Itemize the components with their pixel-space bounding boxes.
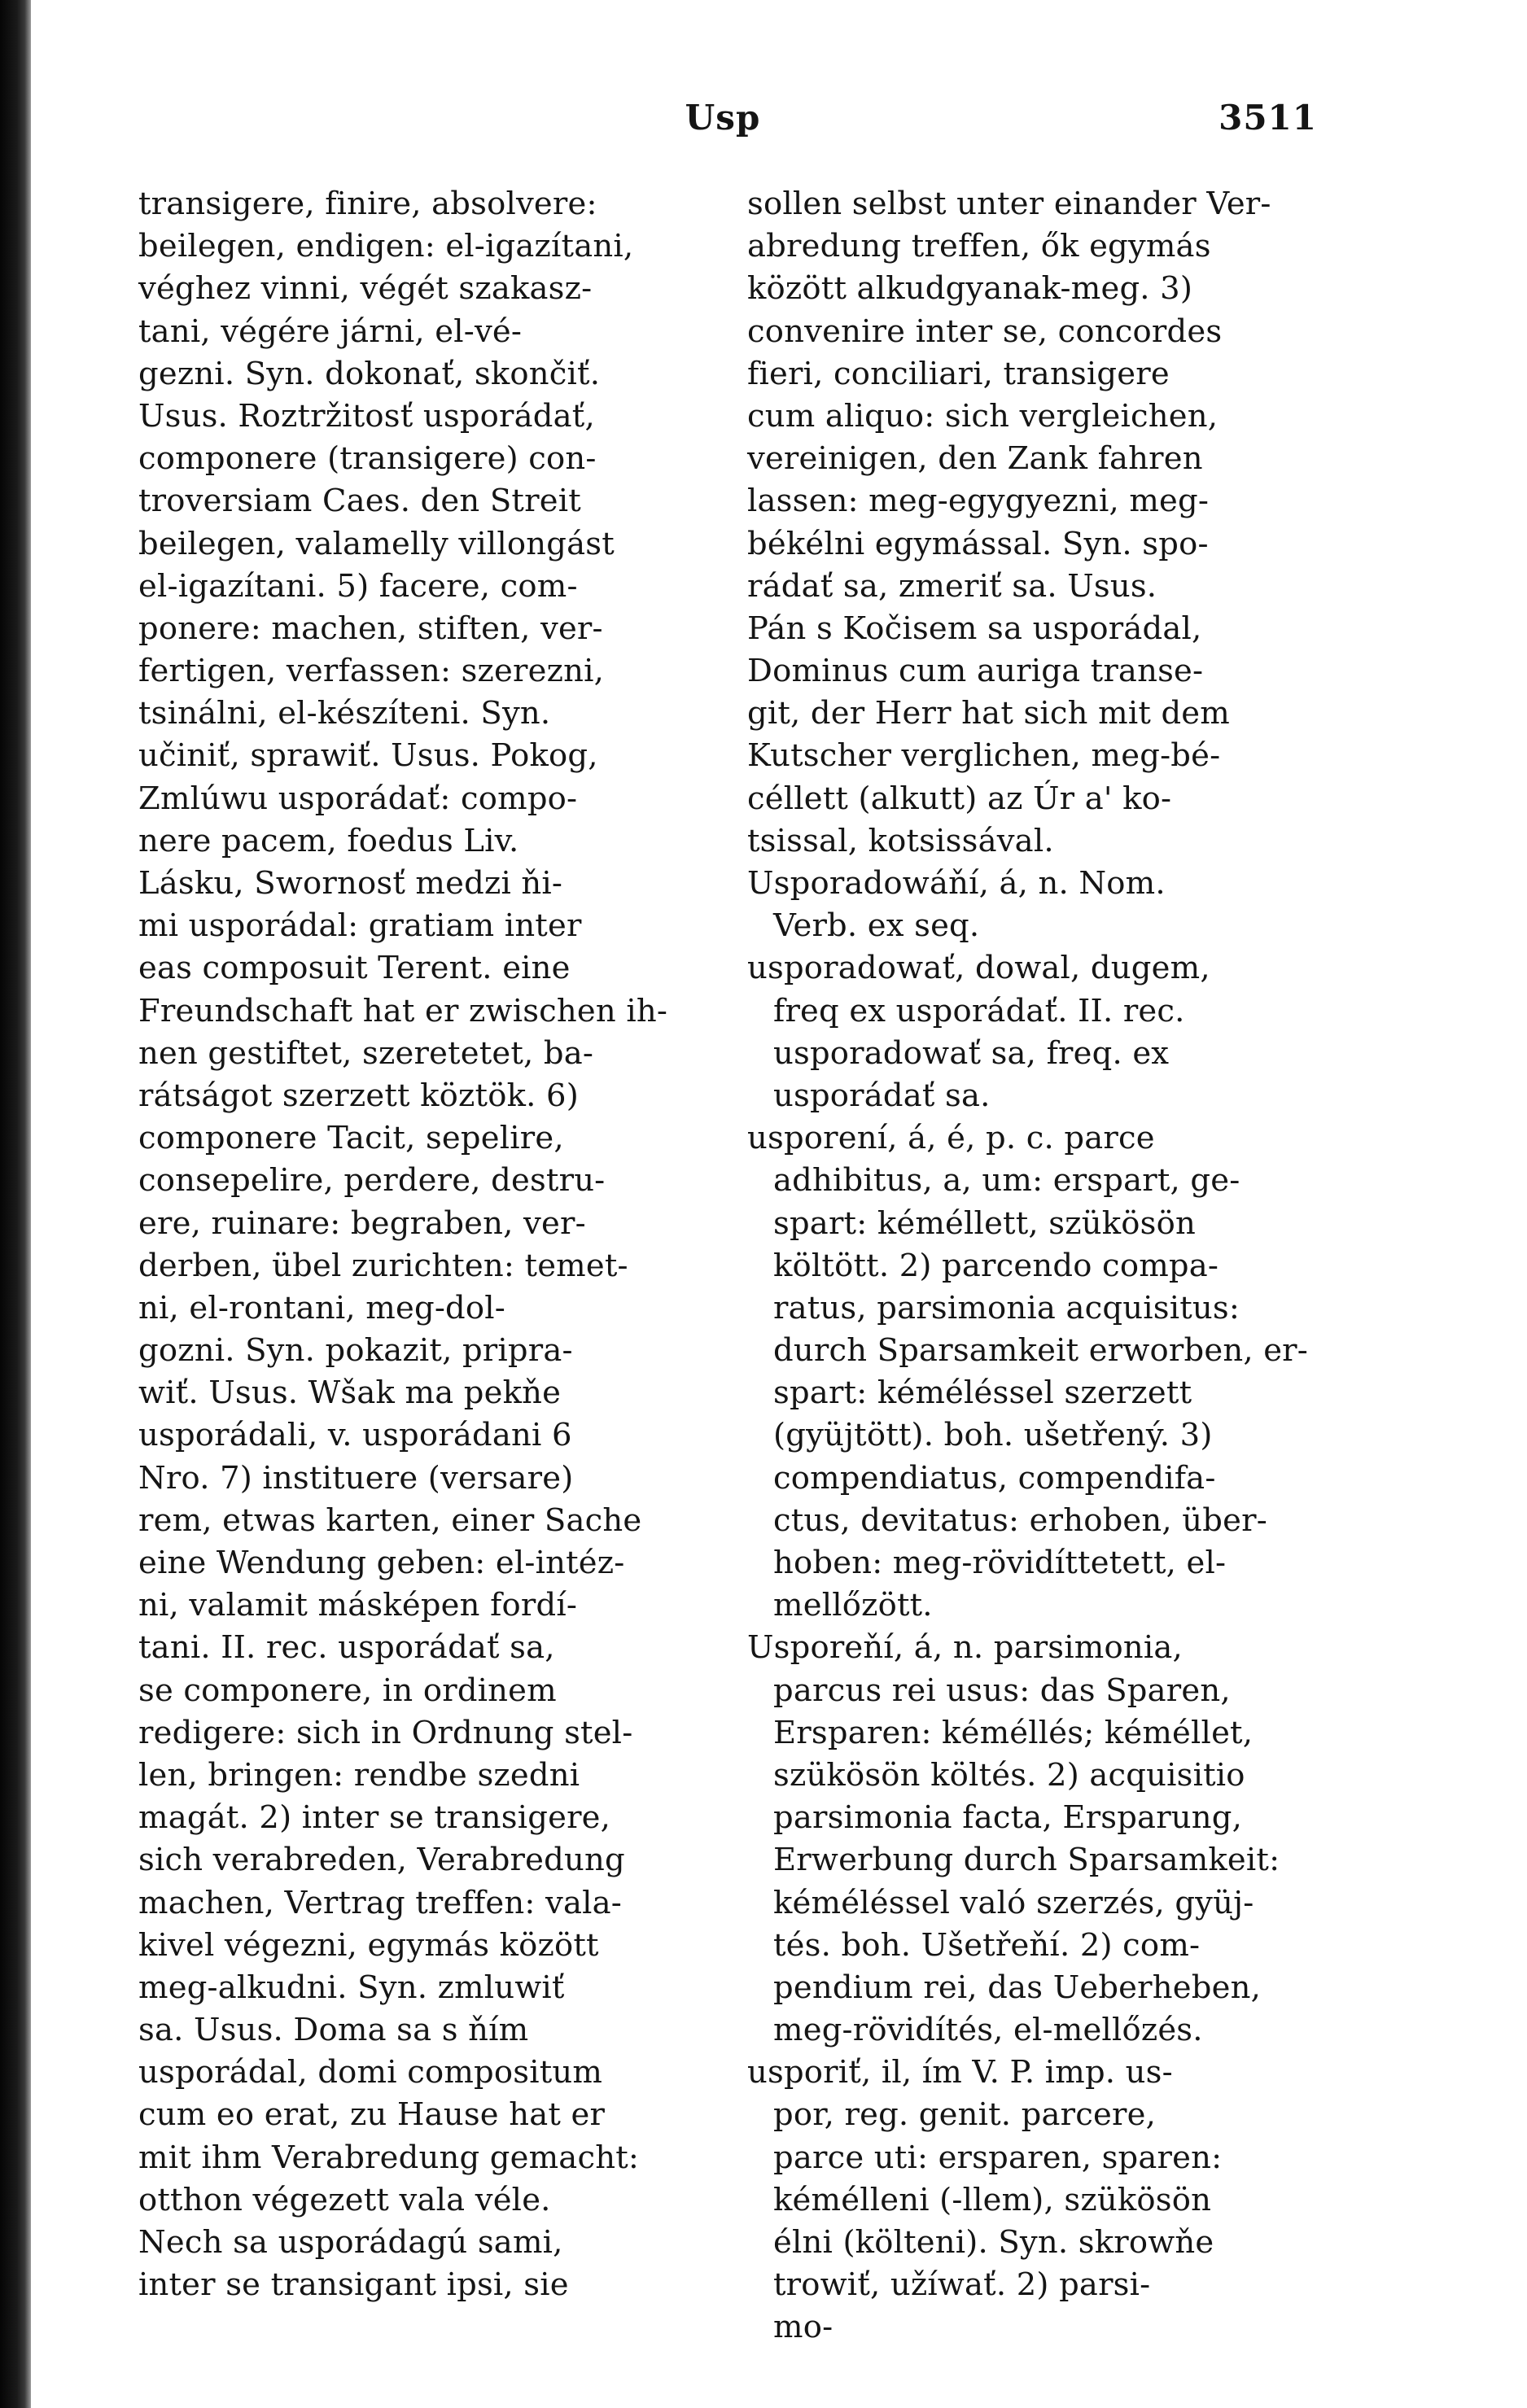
text-line: Ersparen: kéméllés; kéméllet, <box>773 1714 1254 1751</box>
text-line: tsinálni, el-készíteni. Syn. <box>138 695 551 732</box>
text-line: Erwerbung durch Sparsamkeit: <box>773 1842 1280 1879</box>
text-line: Nech sa usporádagú sami, <box>138 2224 563 2261</box>
text-line: Lásku, Swornosť medzi ňi- <box>138 865 563 902</box>
text-line: tsissal, kotsissával. <box>747 822 1054 859</box>
text-line: usporadowať sa, freq. ex <box>773 1034 1170 1072</box>
text-line: beilegen, valamelly villongást <box>138 525 615 562</box>
text-line: költött. 2) parcendo compa- <box>773 1247 1219 1284</box>
text-line: szükösön költés. 2) acquisitio <box>773 1756 1245 1794</box>
text-line: fieri, conciliari, transigere <box>747 355 1170 392</box>
text-line: componere Tacit, sepelire, <box>138 1120 564 1157</box>
text-line: se componere, in ordinem <box>138 1672 557 1709</box>
text-line: otthon végezett vala véle. <box>138 2181 551 2218</box>
text-line: ratus, parsimonia acquisitus: <box>773 1289 1240 1326</box>
text-line: trowiť, užíwať. 2) parsi- <box>773 2266 1151 2304</box>
text-line: ctus, devitatus: erhoben, über- <box>773 1501 1267 1539</box>
text-line: durch Sparsamkeit erworben, er- <box>773 1332 1308 1370</box>
text-line: magát. 2) inter se transigere, <box>138 1799 611 1837</box>
text-line: rádať sa, zmeriť sa. Usus. <box>747 567 1157 605</box>
text-line: ponere: machen, stiften, ver- <box>138 610 603 647</box>
text-line: vereinigen, den Zank fahren <box>747 440 1203 478</box>
text-line: Dominus cum auriga transe- <box>747 653 1204 690</box>
text-line: sa. Usus. Doma sa s ňím <box>138 2012 529 2049</box>
text-line: wiť. Usus. Wšak ma pekňe <box>138 1374 562 1412</box>
text-line: adhibitus, a, um: erspart, ge- <box>773 1162 1240 1200</box>
text-line: sollen selbst unter einander Ver- <box>747 186 1271 222</box>
text-line: gezni. Syn. dokonať, skončiť. <box>138 355 601 392</box>
text-line: rátságot szerzett köztök. 6) <box>138 1077 579 1114</box>
text-line: gozni. Syn. pokazit, pripra- <box>138 1332 573 1370</box>
text-line: Zmlúwu usporádať: compo- <box>138 780 578 817</box>
text-line: Nro. 7) instituere (versare) <box>138 1459 574 1497</box>
text-line: componere (transigere) con- <box>138 440 597 478</box>
text-line: Usporeňí, á, n. parsimonia, <box>747 1629 1183 1667</box>
text-line: convenire inter se, concordes <box>747 312 1223 350</box>
text-line: ere, ruinare: begraben, ver- <box>138 1204 586 1242</box>
text-line: consepelire, perdere, destru- <box>138 1162 606 1200</box>
right-column <box>747 183 1317 2349</box>
text-line: redigere: sich in Ordnung stel- <box>138 1714 633 1751</box>
text-line: tani, végére járni, el-vé- <box>138 312 523 350</box>
text-line: között alkudgyanak-meg. 3) <box>747 270 1193 308</box>
text-line: usporení, á, é, p. c. parce <box>747 1120 1155 1157</box>
text-line: pendium rei, das Ueberheben, <box>773 1969 1262 2006</box>
text-line: abredung treffen, ők egymás <box>747 228 1211 265</box>
text-line: len, bringen: rendbe szedni <box>138 1756 580 1794</box>
text-line: beilegen, endigen: el-igazítani, <box>138 228 634 265</box>
text-line: kivel végezni, egymás között <box>138 1926 599 1964</box>
text-line: kémélleni (-llem), szükösön <box>773 2181 1212 2218</box>
text-line: mellőzött. <box>773 1587 933 1624</box>
text-line: machen, Vertrag treffen: vala- <box>138 1884 622 1921</box>
text-line: transigere, finire, absolvere: <box>138 186 597 222</box>
text-line: eine Wendung geben: el-intéz- <box>138 1545 625 1581</box>
text-line: ni, el-rontani, meg-dol- <box>138 1289 505 1326</box>
text-line: por, reg. genit. parcere, <box>773 2096 1157 2134</box>
page-number: 3511 <box>1219 98 1317 138</box>
text-line: hoben: meg-rövidíttetett, el- <box>773 1545 1227 1581</box>
text-line: troversiam Caes. den Streit <box>138 483 581 520</box>
text-line: parcus rei usus: das Sparen, <box>773 1672 1231 1709</box>
text-line: derben, übel zurichten: temet- <box>138 1247 628 1284</box>
text-line: cum aliquo: sich vergleichen, <box>747 397 1219 435</box>
dictionary-page <box>31 0 1527 2408</box>
text-line: Usus. Roztržitosť usporádať, <box>138 397 595 435</box>
running-head-word: Usp <box>685 98 761 138</box>
text-line: usporádať sa. <box>773 1077 991 1114</box>
text-line: kéméléssel való szerzés, gyüj- <box>773 1884 1254 1921</box>
text-line: mit ihm Verabredung gemacht: <box>138 2139 640 2176</box>
text-line: tés. boh. Ušetřeňí. 2) com- <box>773 1926 1201 1964</box>
left-column <box>138 183 708 2306</box>
text-line: tani. II. rec. usporádať sa, <box>138 1629 555 1667</box>
text-line: parsimonia facta, Ersparung, <box>773 1799 1243 1837</box>
text-line: fertigen, verfassen: szerezni, <box>138 653 605 690</box>
book-spine <box>0 0 31 2408</box>
text-line: compendiatus, compendifa- <box>773 1459 1216 1497</box>
text-line: Freundschaft hat er zwischen ih- <box>138 992 668 1029</box>
text-line: meg-rövidítés, el-mellőzés. <box>773 2012 1203 2049</box>
text-line: el-igazítani. 5) facere, com- <box>138 567 578 605</box>
text-line: meg-alkudni. Syn. zmluwiť <box>138 1969 565 2006</box>
text-line: (gyüjtött). boh. ušetřený. 3) <box>773 1417 1213 1454</box>
text-line: lassen: meg-egygyezni, meg- <box>747 483 1210 520</box>
text-line: Pán s Kočisem sa usporádal, <box>747 610 1202 647</box>
text-line: učiniť, sprawiť. Usus. Pokog, <box>138 737 598 775</box>
text-line: mi usporádal: gratiam inter <box>138 907 582 945</box>
text-line: usporiť, il, ím V. P. imp. us- <box>747 2054 1173 2091</box>
text-line: sich verabreden, Verabredung <box>138 1842 625 1879</box>
text-line: mo- <box>773 2309 834 2346</box>
text-line: freq ex usporádať. II. rec. <box>773 992 1185 1029</box>
text-line: parce uti: ersparen, sparen: <box>773 2139 1223 2176</box>
text-line: élni (költeni). Syn. skrowňe <box>773 2224 1214 2261</box>
text-line: usporádali, v. usporádani 6 <box>138 1417 572 1454</box>
text-line: békélni egymással. Syn. spo- <box>747 525 1209 562</box>
text-line: céllett (alkutt) az Úr a' ko- <box>747 780 1172 817</box>
text-line: nen gestiftet, szeretetet, ba- <box>138 1034 594 1072</box>
text-line: eas composuit Terent. eine <box>138 950 571 987</box>
text-line: cum eo erat, zu Hause hat er <box>138 2096 606 2134</box>
text-line: rem, etwas karten, einer Sache <box>138 1501 642 1539</box>
text-line: Kutscher verglichen, meg-bé- <box>747 737 1221 775</box>
text-line: spart: kéméllett, szükösön <box>773 1204 1196 1242</box>
text-line: usporádal, domi compositum <box>138 2054 603 2091</box>
text-line: Usporadowáňí, á, n. Nom. <box>747 865 1166 902</box>
text-line: véghez vinni, végét szakasz- <box>138 270 593 308</box>
text-line: nere pacem, foedus Liv. <box>138 822 519 859</box>
text-line: spart: kéméléssel szerzett <box>773 1374 1192 1412</box>
text-line: ni, valamit másképen fordí- <box>138 1587 578 1624</box>
text-line: git, der Herr hat sich mit dem <box>747 695 1230 732</box>
text-line: usporadowať, dowal, dugem, <box>747 950 1210 987</box>
text-line: inter se transigant ipsi, sie <box>138 2266 569 2304</box>
text-line: Verb. ex seq. <box>773 907 980 945</box>
